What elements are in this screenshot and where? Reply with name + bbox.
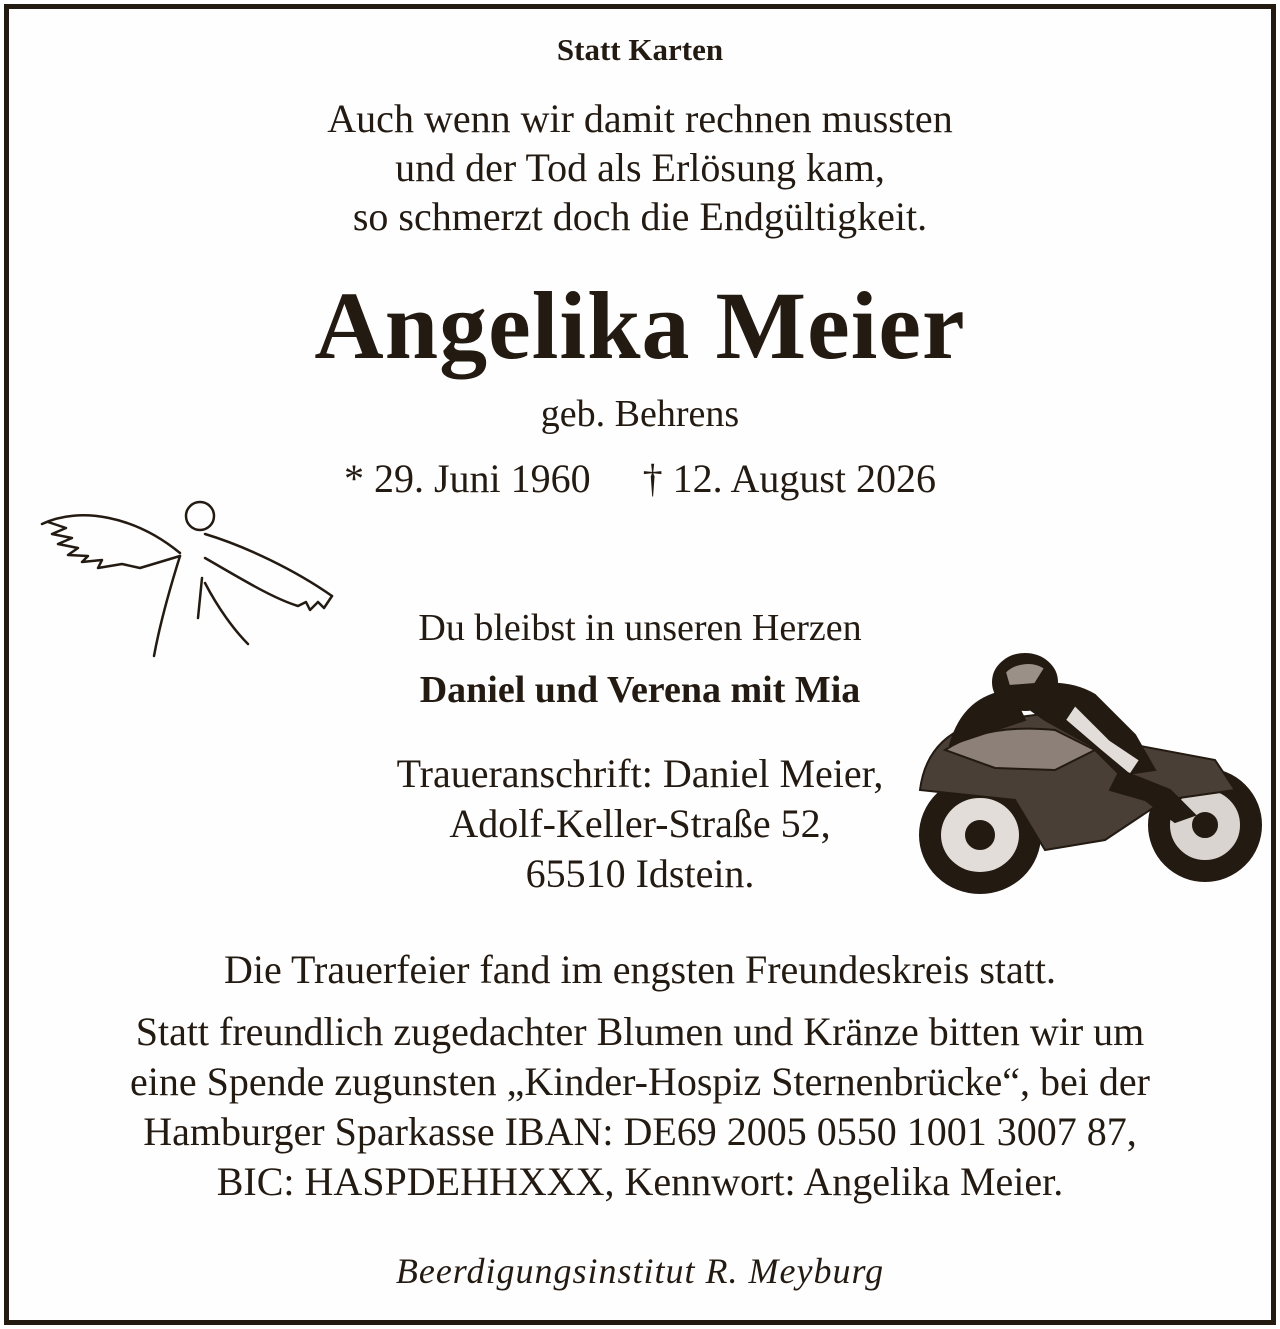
birth-date: * 29. Juni 1960: [343, 456, 591, 501]
quote-line: und der Tod als Erlösung kam,: [395, 145, 885, 190]
ceremony-note: Die Trauerfeier fand im engsten Freundeskreis statt.: [223, 947, 1056, 992]
donation-line: Statt freundlich zugedachter Blumen und Kränze bitten wir um: [135, 1009, 1145, 1054]
motorcycle-icon: [905, 650, 1265, 900]
quote-line: Auch wenn wir damit rechnen mussten: [327, 96, 953, 141]
mourners-names: Daniel und Verena mit Mia: [419, 669, 861, 711]
deceased-name: Angelika Meier: [314, 272, 966, 379]
donation-line: Hamburger Sparkasse IBAN: DE69 2005 0550 1001 3007 87,: [143, 1109, 1137, 1154]
life-dates: [0, 455, 1280, 502]
address-line: Traueranschrift: Daniel Meier,: [396, 751, 884, 796]
death-date: † 12. August 2026: [642, 456, 937, 501]
statt-karten-heading: Statt Karten: [556, 32, 724, 67]
farewell-text: Du bleibst in unseren Herzen: [418, 607, 862, 649]
donation-line: eine Spende zugunsten „Kinder-Hospiz Sternenbrücke“, bei der: [130, 1059, 1150, 1104]
quote-line: so schmerzt doch die Endgültigkeit.: [352, 194, 928, 239]
address-line: Adolf-Keller-Straße 52,: [449, 801, 831, 846]
undertaker-signature: Beerdigungsinstitut R. Meyburg: [395, 1251, 885, 1291]
address-line: 65510 Idstein.: [525, 851, 755, 896]
donation-line: BIC: HASPDEHHXXX, Kennwort: Angelika Meier.: [216, 1159, 1064, 1204]
birth-name: geb. Behrens: [540, 393, 740, 435]
